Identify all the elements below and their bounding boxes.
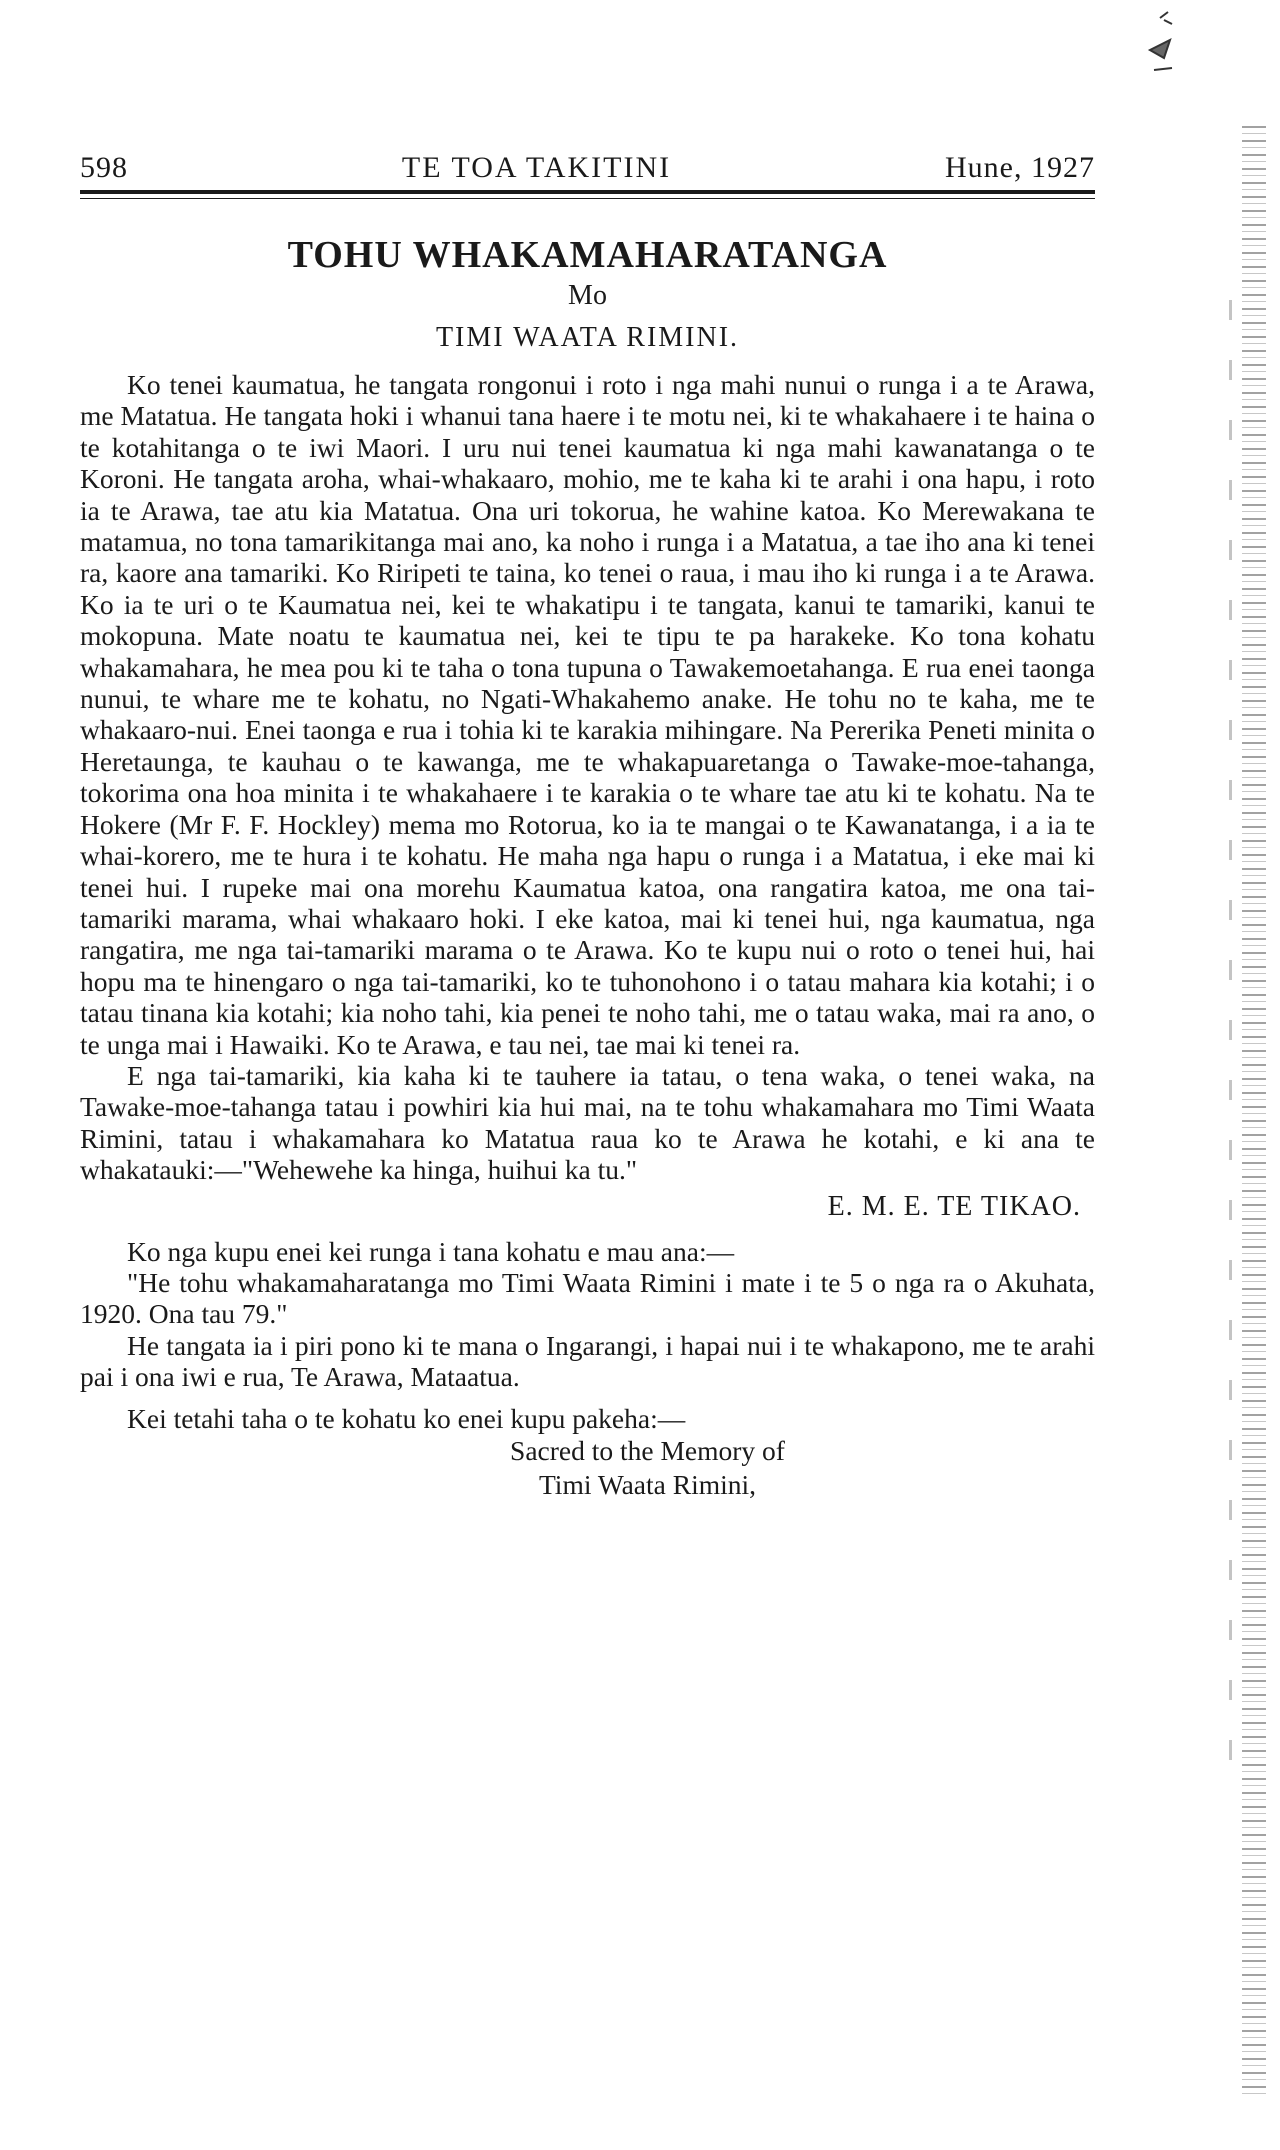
article-preposition: Mo xyxy=(568,280,607,311)
article-title: TOHU WHAKAMAHARATANGA xyxy=(287,234,888,276)
article-subject-name: TIMI WAATA RIMINI. xyxy=(435,322,740,353)
author-signature: E. M. E. TE TIKAO. xyxy=(827,1190,1081,1222)
stone-inscription: "He tohu whakamaharatanga mo Timi Waata Rimini i mate i te 5 o nga ra o Akuhata, 1920. Ona tau 79." xyxy=(80,1266,1095,1330)
page-edge-shadow xyxy=(1242,120,1266,2100)
spacer xyxy=(80,1393,1095,1403)
running-head xyxy=(80,150,1095,186)
english-intro: Kei tetahi taha o te kohatu ko enei kupu pakeha:— xyxy=(127,1402,686,1434)
body-paragraph-2: E nga tai-tamariki, kia kaha ki te tauhere ia tatau, o tena waka, o tenei waka, na Tawake-moe-tahanga tatau i powhiri kia hui mai, na te tohu whakamahara mo Timi Waata Rimini, tatau i whakamahara ko Matatua raua ko te Arawa he kotahi, e ki ana te whakatauki:—"Wehewehe ka hinga, huihui ka tu." xyxy=(80,1059,1095,1186)
header-rule-thin xyxy=(80,198,1095,199)
document-page xyxy=(80,150,1095,1502)
page-number: 598 xyxy=(80,151,128,184)
page-crease xyxy=(1229,300,1232,1800)
ink-speck-decoration xyxy=(1120,10,1180,90)
english-inscription-line-1: Sacred to the Memory of xyxy=(510,1435,785,1466)
stone-intro: Ko nga kupu enei kei runga i tana kohatu e mau ana:— xyxy=(127,1235,735,1267)
header-rule-thick xyxy=(80,190,1095,194)
body-paragraph-1: Ko tenei kaumatua, he tangata rongonui i roto i nga mahi nunui o runga i a te Arawa, me Matatua. He tangata hoki i whanui tana haere i te motu nei, ki te whakahaere i te haina o te kotahitanga o te iwi Maori. I uru nui tenei kaumatua ki nga mahi kawanatanga o te Koroni. He tangata aroha, whai-whakaaro, mohio, me te kaha ki te arahi i ona hapu, i roto ia te Arawa, tae atu kia Matatua. Ona uri tokorua, he wahine katoa. Ko Merewakana te matamua, no tona tamarikitanga mai ano, ka noho i runga i a Matatua, a tae iho ana ki tenei ra, kaore ana tamariki. Ko Riripeti te taina, ko tenei o raua, i mau iho ki runga i a te Arawa. Ko ia te uri o te Kaumatua nei, kei te whakatipu i te tangata, kanui te tamariki, kanui te mokopuna. Mate noatu te kaumatua nei, kei te tipu te pa harakeke. Ko tona kohatu whakamahara, he mea pou ki te taha o tona tupuna o Tawakemoetahanga. E rua enei taonga nunui, te whare me te kohatu, no Ngati-Whakahemo anake. He tohu no te kaha, me te whakaaro-nui. Enei taonga e rua i tohia ki te karakia mihingare. Na Pererika Peneti minita o Heretaunga, te kauhau o te kawanga, me te whakapuaretanga o Tawake-moe-tahanga, tokorima ona hoa minita i te whakahaere i te karakia o te whare tae atu ki te kohatu. Na te Hokere (Mr F. F. Hockley) mema mo Rotorua, ko ia te mangai o te Kawanatanga, i a ia te whai-korero, me te hura i te kohatu. He maha nga hapu o runga i a Matatua, i eke mai ki tenei hui. I rupeke mai ona morehu Kaumatua katoa, ona rangatira katoa, me ona tai-tamariki marama, whai whakaaro hoki. I eke katoa, mai ki tenei hui, nga kaumatua, nga rangatira, me nga tai-tamariki marama o te Arawa. Ko te kupu nui o roto o tenei hui, hai hopu ma te hinengaro o nga tai-tamariki, ko te tuhonohono i o tatau mahara kia kotahi; i o tatau tinana kia kotahi; kia noho tahi, kia penei te noho tahi, me o tatau waka, mai ra ano, o te unga mai i Hawaiki. Ko te Arawa, e tau nei, tae mai ki tenei ra. xyxy=(80,369,1095,1060)
issue-date: Hune, 1927 xyxy=(945,151,1095,184)
loyalty-paragraph: He tangata ia i piri pono ki te mana o Ingarangi, i hapai nui i te whakapono, me te arahi pai i ona iwi e rua, Te Arawa, Mataatua. xyxy=(80,1329,1095,1393)
journal-title: TE TOA TAKITINI xyxy=(401,151,672,184)
english-inscription-line-2: Timi Waata Rimini, xyxy=(538,1469,757,1500)
